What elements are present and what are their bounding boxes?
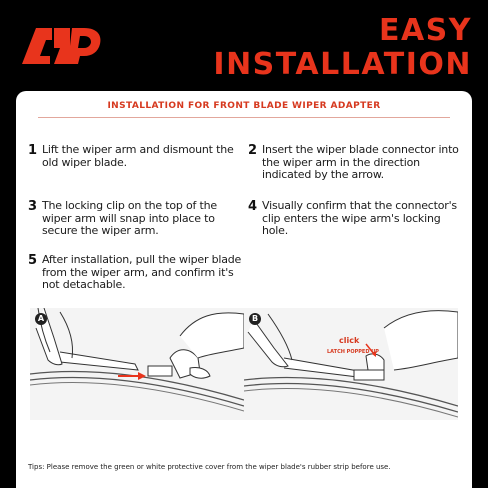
brand-logo-icon	[22, 20, 102, 64]
step-number: 1	[28, 143, 38, 158]
step-text: Visually confirm that the connector's clip enters the wipe arm's locking hole.	[262, 199, 457, 237]
step-2	[248, 144, 468, 182]
step-text: Insert the wiper blade connector into the wiper arm in the direction indicated by the arrow.	[262, 143, 459, 181]
illustration-b	[244, 308, 458, 420]
step-number: 4	[248, 199, 258, 214]
badge-b: B	[249, 313, 261, 325]
step-number: 5	[28, 253, 38, 268]
headline	[213, 14, 472, 82]
step-text: The locking clip on the top of the wiper arm will snap into place to secure the wiper arm.	[42, 199, 217, 237]
latch-label: LATCH POPPED UP	[327, 349, 379, 355]
step-1	[28, 144, 238, 169]
badge-a: A	[35, 313, 47, 325]
headline-line-2: INSTALLATION	[213, 47, 472, 82]
step-4	[248, 200, 468, 238]
click-label: click	[339, 336, 360, 345]
step-3	[28, 200, 244, 238]
illustration-b-drawing	[244, 308, 458, 420]
step-text: Lift the wiper arm and dismount the old wiper blade.	[42, 143, 234, 169]
tips-text: Tips: Please remove the green or white protective cover from the wiper blade's rubber strip before use.	[28, 463, 391, 471]
card-title: INSTALLATION FOR FRONT BLADE WIPER ADAPTER	[107, 101, 381, 111]
illustration-a	[30, 308, 244, 420]
title-divider	[38, 117, 450, 118]
step-number: 3	[28, 199, 38, 214]
instructions-card	[16, 91, 472, 488]
headline-line-1: EASY	[378, 13, 472, 48]
illustration-a-drawing	[30, 308, 244, 420]
step-5	[28, 254, 244, 292]
arrow-right-icon	[118, 372, 146, 380]
step-number: 2	[248, 143, 258, 158]
step-text: After installation, pull the wiper blade from the wiper arm, and confirm it's not detachable.	[42, 253, 242, 291]
